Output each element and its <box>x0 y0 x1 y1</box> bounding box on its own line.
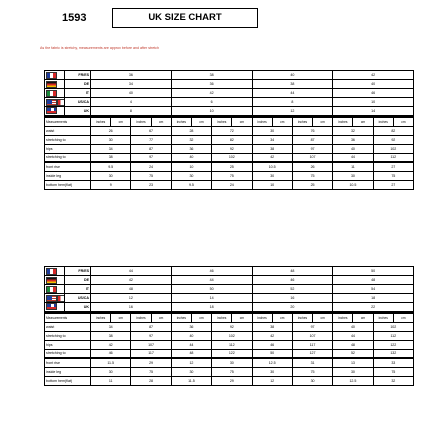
measurement-label: stretching to <box>45 331 91 340</box>
measurement-value: 9.5 <box>171 180 211 189</box>
measurement-value: 75 <box>373 171 413 180</box>
measurement-value: 30 <box>212 358 252 367</box>
measurement-value: 36 <box>171 144 211 153</box>
unit-header: cm <box>191 313 211 322</box>
measurement-value: 28 <box>171 126 211 135</box>
measurement-value: 67 <box>131 126 171 135</box>
measurement-value: 38 <box>252 322 292 331</box>
measurement-value: 52 <box>333 349 373 358</box>
measurement-value: 25 <box>212 162 252 171</box>
measurement-value: 12.5 <box>333 376 373 385</box>
measurement-label: inside leg <box>45 367 91 376</box>
unit-header: inches <box>171 313 191 322</box>
unit-header: inches <box>252 117 272 126</box>
unit-header: inches <box>373 117 393 126</box>
measurement-value: 102 <box>373 322 413 331</box>
size-conversion-table <box>44 266 414 313</box>
italy-flag-icon <box>46 90 57 97</box>
measurement-label: stretching to <box>45 135 91 144</box>
measurement-value: 30 <box>292 376 332 385</box>
size-row <box>45 71 414 80</box>
measurement-value: 28 <box>131 376 171 385</box>
size-row <box>45 98 414 107</box>
size-value: 42 <box>333 71 414 80</box>
measurement-label: bottom hem(flat) <box>45 180 91 189</box>
chart-title: UK SIZE CHART <box>112 8 258 28</box>
measurement-value: 38 <box>91 331 131 340</box>
measurement-label: bottom hem(flat) <box>45 376 91 385</box>
measurement-value: 11.5 <box>91 358 131 367</box>
size-value: 6 <box>171 98 252 107</box>
size-value: 48 <box>252 267 333 276</box>
unit-header: inches <box>131 313 151 322</box>
measurement-value: 75 <box>212 367 252 376</box>
measurement-value: 87 <box>131 144 171 153</box>
flag-cell <box>45 303 65 312</box>
measurement-value: 102 <box>212 153 252 162</box>
size-row <box>45 276 414 285</box>
unit-header: cm <box>313 313 333 322</box>
measurement-value: 32 <box>333 126 373 135</box>
unit-header: inches <box>91 313 111 322</box>
measurement-value: 36 <box>333 135 373 144</box>
measurement-value: 42 <box>252 153 292 162</box>
unit-header: cm <box>151 117 171 126</box>
measurement-label: inside leg <box>45 171 91 180</box>
measurement-label: waist <box>45 126 91 135</box>
measurement-value: 87 <box>292 135 332 144</box>
france-flag-icon <box>46 72 57 79</box>
measurement-value: 44 <box>171 340 211 349</box>
measurement-value: 13 <box>333 358 373 367</box>
measurement-value: 40 <box>171 331 211 340</box>
measurement-value: 112 <box>373 331 413 340</box>
size-value: 16 <box>252 294 333 303</box>
size-value: 54 <box>333 285 414 294</box>
measurement-table <box>44 313 414 386</box>
measurement-value: 10.5 <box>252 162 292 171</box>
measurement-value: 97 <box>131 331 171 340</box>
measurement-value: 34 <box>252 135 292 144</box>
unit-header: inches <box>212 117 232 126</box>
size-system-label: DE <box>65 80 91 89</box>
measurement-value: 75 <box>131 171 171 180</box>
measurement-value: 92 <box>373 135 413 144</box>
size-value: 14 <box>333 107 414 116</box>
measurement-value: 50 <box>252 349 292 358</box>
measurement-value: 46 <box>252 340 292 349</box>
flag-cell <box>45 294 65 303</box>
measurement-value: 75 <box>292 367 332 376</box>
measurement-row <box>45 162 414 171</box>
size-value: 38 <box>252 80 333 89</box>
size-value: 40 <box>252 71 333 80</box>
unit-header: inches <box>373 313 393 322</box>
size-value: 18 <box>333 294 414 303</box>
size-value: 46 <box>252 276 333 285</box>
size-system-label: IT <box>65 89 91 98</box>
size-system-label: US/CA <box>65 98 91 107</box>
size-value: 14 <box>171 294 252 303</box>
measurement-value: 23 <box>131 180 171 189</box>
size-value: 44 <box>91 267 172 276</box>
size-value: 46 <box>333 89 414 98</box>
unit-header: inches <box>212 313 232 322</box>
flag-cell <box>45 71 65 80</box>
measurement-value: 107 <box>131 340 171 349</box>
unit-header: inches <box>91 117 111 126</box>
size-value: 4 <box>91 98 172 107</box>
measurement-value: 10 <box>171 162 211 171</box>
size-value: 10 <box>171 107 252 116</box>
unit-header: cm <box>313 117 333 126</box>
size-row <box>45 267 414 276</box>
measurement-label: front rise <box>45 162 91 171</box>
measurement-value: 48 <box>333 340 373 349</box>
size-value: 18 <box>171 303 252 312</box>
uk-flag-icon <box>46 107 57 114</box>
unit-header: inches <box>252 313 272 322</box>
measurement-value: 92 <box>212 144 252 153</box>
size-value: 36 <box>171 80 252 89</box>
size-value: 8 <box>252 98 333 107</box>
measurement-value: 11 <box>333 162 373 171</box>
measurement-value: 75 <box>212 171 252 180</box>
measurement-label: stretching to <box>45 153 91 162</box>
measurement-value: 112 <box>212 340 252 349</box>
unit-header: cm <box>111 117 131 126</box>
measurement-value: 24 <box>212 180 252 189</box>
unit-header: cm <box>393 117 413 126</box>
measurement-value: 75 <box>131 367 171 376</box>
measurement-value: 38 <box>252 144 292 153</box>
canada-flag-icon <box>57 99 65 106</box>
size-value: 38 <box>171 71 252 80</box>
measurement-value: 38 <box>91 153 131 162</box>
measurement-value: 92 <box>212 322 252 331</box>
measurement-value: 44 <box>333 153 373 162</box>
measurement-value: 30 <box>252 367 292 376</box>
measurement-value: 32 <box>373 376 413 385</box>
size-value: 50 <box>171 285 252 294</box>
uk-flag-icon <box>46 303 57 310</box>
measurement-value: 33 <box>373 358 413 367</box>
measurement-label: hips <box>45 144 91 153</box>
measurement-value: 30 <box>171 171 211 180</box>
size-value: 40 <box>333 80 414 89</box>
measurement-value: 32 <box>171 135 211 144</box>
measurement-value: 97 <box>292 322 332 331</box>
size-system-label: FR/ES <box>65 267 91 276</box>
measurement-value: 34 <box>91 322 131 331</box>
measurement-value: 112 <box>373 153 413 162</box>
measurement-value: 127 <box>292 349 332 358</box>
size-value: 50 <box>333 267 414 276</box>
measurement-value: 82 <box>373 126 413 135</box>
size-row <box>45 285 414 294</box>
size-row <box>45 294 414 303</box>
measurement-value: 10 <box>252 180 292 189</box>
size-value: 22 <box>333 303 414 312</box>
germany-flag-icon <box>46 81 57 88</box>
measurement-row <box>45 171 414 180</box>
measurement-value: 9 <box>91 180 131 189</box>
unit-header: cm <box>191 117 211 126</box>
measurement-value: 122 <box>373 340 413 349</box>
measurement-value: 12 <box>171 358 211 367</box>
measurement-value: 30 <box>333 367 373 376</box>
measurement-value: 30 <box>91 135 131 144</box>
measurement-value: 97 <box>131 153 171 162</box>
measurement-value: 72 <box>212 126 252 135</box>
measurement-value: 76 <box>292 126 332 135</box>
usa-flag-icon <box>46 295 57 302</box>
unit-header: inches <box>131 117 151 126</box>
measurement-row <box>45 135 414 144</box>
size-system-label: IT <box>65 285 91 294</box>
measurement-row <box>45 349 414 358</box>
measurement-value: 9.5 <box>91 162 131 171</box>
size-row <box>45 107 414 116</box>
unit-header: cm <box>272 117 292 126</box>
unit-header: cm <box>111 313 131 322</box>
size-value: 42 <box>171 89 252 98</box>
measurement-row <box>45 367 414 376</box>
measurement-value: 46 <box>91 349 131 358</box>
size-system-label: FR/ES <box>65 71 91 80</box>
unit-header: cm <box>232 313 252 322</box>
size-block-2 <box>44 266 414 386</box>
measurement-label: front rise <box>45 358 91 367</box>
measurement-value: 42 <box>91 340 131 349</box>
measurement-value: 31 <box>292 358 332 367</box>
measurement-value: 26 <box>91 126 131 135</box>
measurement-value: 107 <box>292 153 332 162</box>
measurement-row <box>45 180 414 189</box>
measurement-row <box>45 340 414 349</box>
flag-cell <box>45 285 65 294</box>
size-value: 48 <box>91 285 172 294</box>
flag-cell <box>45 80 65 89</box>
size-value: 48 <box>333 276 414 285</box>
measurement-value: 107 <box>292 331 332 340</box>
italy-flag-icon <box>46 286 57 293</box>
measurement-header-label: Measurements <box>45 313 91 322</box>
measurement-value: 97 <box>292 144 332 153</box>
chart-header <box>0 8 432 30</box>
measurement-header-row <box>45 117 414 126</box>
size-value: 12 <box>91 294 172 303</box>
measurement-value: 44 <box>333 331 373 340</box>
measurement-value: 87 <box>131 322 171 331</box>
measurement-value: 11.5 <box>171 376 211 385</box>
size-system-label: US/CA <box>65 294 91 303</box>
measurement-value: 75 <box>373 367 413 376</box>
size-value: 40 <box>91 89 172 98</box>
size-conversion-table <box>44 70 414 117</box>
measurement-value: 12 <box>252 376 292 385</box>
unit-header: cm <box>353 313 373 322</box>
size-block-1 <box>44 70 414 190</box>
measurement-value: 48 <box>171 349 211 358</box>
measurement-value: 36 <box>171 322 211 331</box>
measurement-value: 30 <box>91 171 131 180</box>
measurement-row <box>45 144 414 153</box>
size-row <box>45 303 414 312</box>
measurement-label: hips <box>45 340 91 349</box>
measurement-value: 30 <box>252 126 292 135</box>
size-value: 44 <box>171 276 252 285</box>
measurement-value: 122 <box>212 349 252 358</box>
measurement-value: 40 <box>333 144 373 153</box>
measurement-row <box>45 153 414 162</box>
measurement-value: 117 <box>292 340 332 349</box>
measurement-row <box>45 376 414 385</box>
size-value: 46 <box>171 267 252 276</box>
measurement-value: 12.5 <box>252 358 292 367</box>
flag-cell <box>45 98 65 107</box>
size-value: 20 <box>252 303 333 312</box>
germany-flag-icon <box>46 277 57 284</box>
flag-cell <box>45 89 65 98</box>
unit-header: cm <box>353 117 373 126</box>
unit-header: inches <box>333 313 353 322</box>
usa-flag-icon <box>46 99 57 106</box>
measurement-value: 77 <box>131 135 171 144</box>
measurement-row <box>45 358 414 367</box>
measurement-row <box>45 126 414 135</box>
size-system-label: UK <box>65 303 91 312</box>
measurement-row <box>45 331 414 340</box>
measurement-value: 25 <box>292 180 332 189</box>
measurement-value: 30 <box>252 171 292 180</box>
measurement-value: 40 <box>333 322 373 331</box>
size-value: 12 <box>252 107 333 116</box>
measurement-value: 29 <box>212 376 252 385</box>
size-value: 44 <box>252 89 333 98</box>
size-row <box>45 89 414 98</box>
measurement-value: 40 <box>171 153 211 162</box>
size-value: 16 <box>91 303 172 312</box>
size-system-label: DE <box>65 276 91 285</box>
measurement-value: 10.5 <box>333 180 373 189</box>
size-value: 8 <box>91 107 172 116</box>
size-row <box>45 80 414 89</box>
measurement-value: 30 <box>171 367 211 376</box>
flag-cell <box>45 276 65 285</box>
unit-header: inches <box>292 313 312 322</box>
size-value: 36 <box>91 71 172 80</box>
size-value: 52 <box>252 285 333 294</box>
measurement-header-label: Measurements <box>45 117 91 126</box>
measurement-value: 24 <box>131 162 171 171</box>
measurement-value: 30 <box>91 367 131 376</box>
unit-header: cm <box>272 313 292 322</box>
measurement-label: stretching to <box>45 349 91 358</box>
size-value: 10 <box>333 98 414 107</box>
measurement-table <box>44 117 414 190</box>
measurement-value: 27 <box>373 162 413 171</box>
measurement-label: waist <box>45 322 91 331</box>
measurement-value: 29 <box>131 358 171 367</box>
unit-header: cm <box>151 313 171 322</box>
measurement-header-row <box>45 313 414 322</box>
measurement-row <box>45 322 414 331</box>
unit-header: inches <box>292 117 312 126</box>
unit-header: cm <box>393 313 413 322</box>
france-flag-icon <box>46 268 57 275</box>
measurement-value: 34 <box>91 144 131 153</box>
measurement-value: 30 <box>333 171 373 180</box>
flag-cell <box>45 107 65 116</box>
measurement-value: 82 <box>212 135 252 144</box>
measurement-value: 27 <box>373 180 413 189</box>
product-code: 1593 <box>62 12 87 24</box>
unit-header: inches <box>171 117 191 126</box>
measurement-value: 42 <box>252 331 292 340</box>
unit-header: cm <box>232 117 252 126</box>
measurement-value: 11 <box>91 376 131 385</box>
measurement-value: 102 <box>212 331 252 340</box>
flag-cell <box>45 267 65 276</box>
size-value: 34 <box>91 80 172 89</box>
measurement-value: 75 <box>292 171 332 180</box>
measurement-value: 26 <box>292 162 332 171</box>
canada-flag-icon <box>57 295 65 302</box>
size-system-label: UK <box>65 107 91 116</box>
measurement-value: 117 <box>131 349 171 358</box>
measurement-value: 132 <box>373 349 413 358</box>
size-value: 42 <box>91 276 172 285</box>
stretch-note: As the fabric is stretchy, measurements are approx before and after stretch <box>40 46 159 50</box>
measurement-value: 102 <box>373 144 413 153</box>
unit-header: inches <box>333 117 353 126</box>
